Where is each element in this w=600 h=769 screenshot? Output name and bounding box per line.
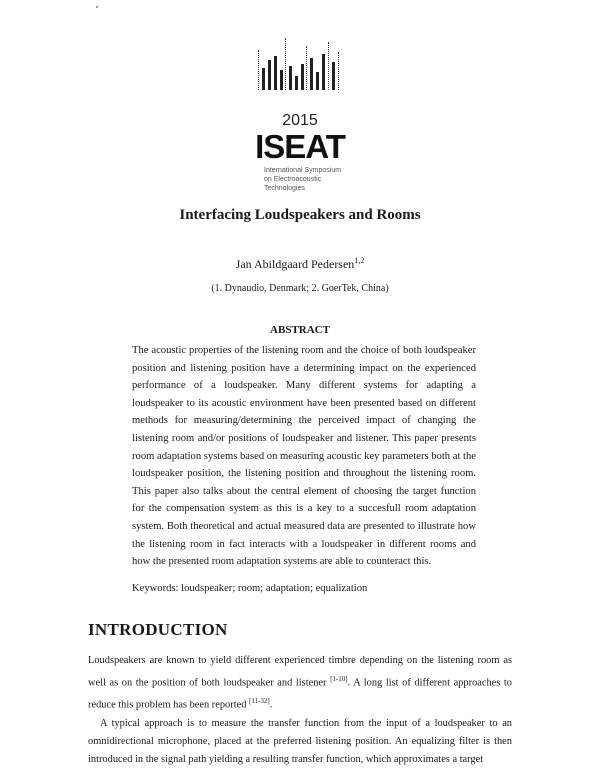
logo-bar [289, 66, 292, 90]
abstract-text: The acoustic properties of the listening room and the choice of both loudspeaker position and listening position have a determining impact on the experienced performance of a loudspeaker. Many different systems for adapting a loudspeaker to its acoustic environment have been presented based on different methods for measuring/determining the perceived impact of changing the listening room and/or positions of loudspeaker and listener. This paper presents room adaptation systems based on measuring acoustic key parameters both at the loudspeaker position, the listening position and throughout the listening room. This paper also talks about the central element of choosing the target function for the compensation system as this is a key to a succesfull room adaptation system. Both theoretical and actual measured data are presented to illustrate how the listening room in fact interacts with a loudspeaker in different rooms and how the presented room adaptation systems are able to counteract this. [132, 345, 476, 568]
logo-bar [285, 38, 287, 90]
logo-bar [258, 50, 260, 90]
intro-paragraph [88, 652, 512, 715]
intro-text: . [269, 699, 273, 711]
logo-year: 2015 [282, 112, 318, 129]
logo-bar [280, 70, 283, 90]
logo-bar [338, 52, 340, 90]
affiliation: (1. Dynaudio, Denmark; 2. GoerTek, China) [211, 283, 389, 294]
intro-paragraph: A typical approach is to measure the transfer function from the input of a loudspeaker to an omnidirectional microphone, placed at the preferred listening position. An equalizing filter is then introduced in the signal path yielding a resulting transfer function, which approximates a target [88, 717, 512, 765]
logo-bar [301, 64, 304, 90]
logo-subtitle-line: Technologies [264, 185, 305, 192]
logo-bars-graphic [250, 18, 350, 90]
author-superscript: 1,2 [354, 256, 365, 265]
logo-bar [328, 42, 330, 90]
keywords: Keywords: loudspeaker; room; adaptation; equalization [132, 583, 368, 594]
paper-title: Interfacing Loudspeakers and Rooms [179, 207, 421, 223]
intro-text: . A long list of different approaches to reduce this problem has been reported [88, 677, 512, 711]
iseat-logo [250, 18, 350, 192]
abstract-heading: ABSTRACT [270, 324, 330, 336]
logo-name: ISEAT [255, 128, 345, 165]
scan-speck [96, 6, 98, 8]
citation-ref: [1-10] [330, 675, 348, 683]
introduction-body [88, 652, 512, 769]
citation-ref: [11-32] [249, 697, 270, 706]
logo-bar [274, 56, 277, 90]
logo-subtitle [264, 166, 344, 193]
logo-subtitle-line: on Electroacoustic [264, 176, 322, 183]
logo-bar [262, 68, 265, 90]
logo-bar [332, 62, 335, 90]
logo-bar [268, 60, 271, 90]
logo-subtitle-line: International Symposium [264, 167, 342, 174]
author-name: Jan Abildgaard Pedersen [235, 257, 355, 271]
logo-bar [295, 76, 298, 90]
logo-bar [316, 72, 319, 90]
logo-bar [322, 54, 325, 90]
intro-text: Loudspeakers are known to yield different experienced timbre depending on the listening room as well as on the position of both loudspeaker and listener [88, 655, 512, 689]
logo-bar [310, 58, 313, 90]
logo-bar [306, 46, 308, 90]
introduction-heading: INTRODUCTION [88, 620, 228, 639]
author-line [0, 256, 600, 272]
